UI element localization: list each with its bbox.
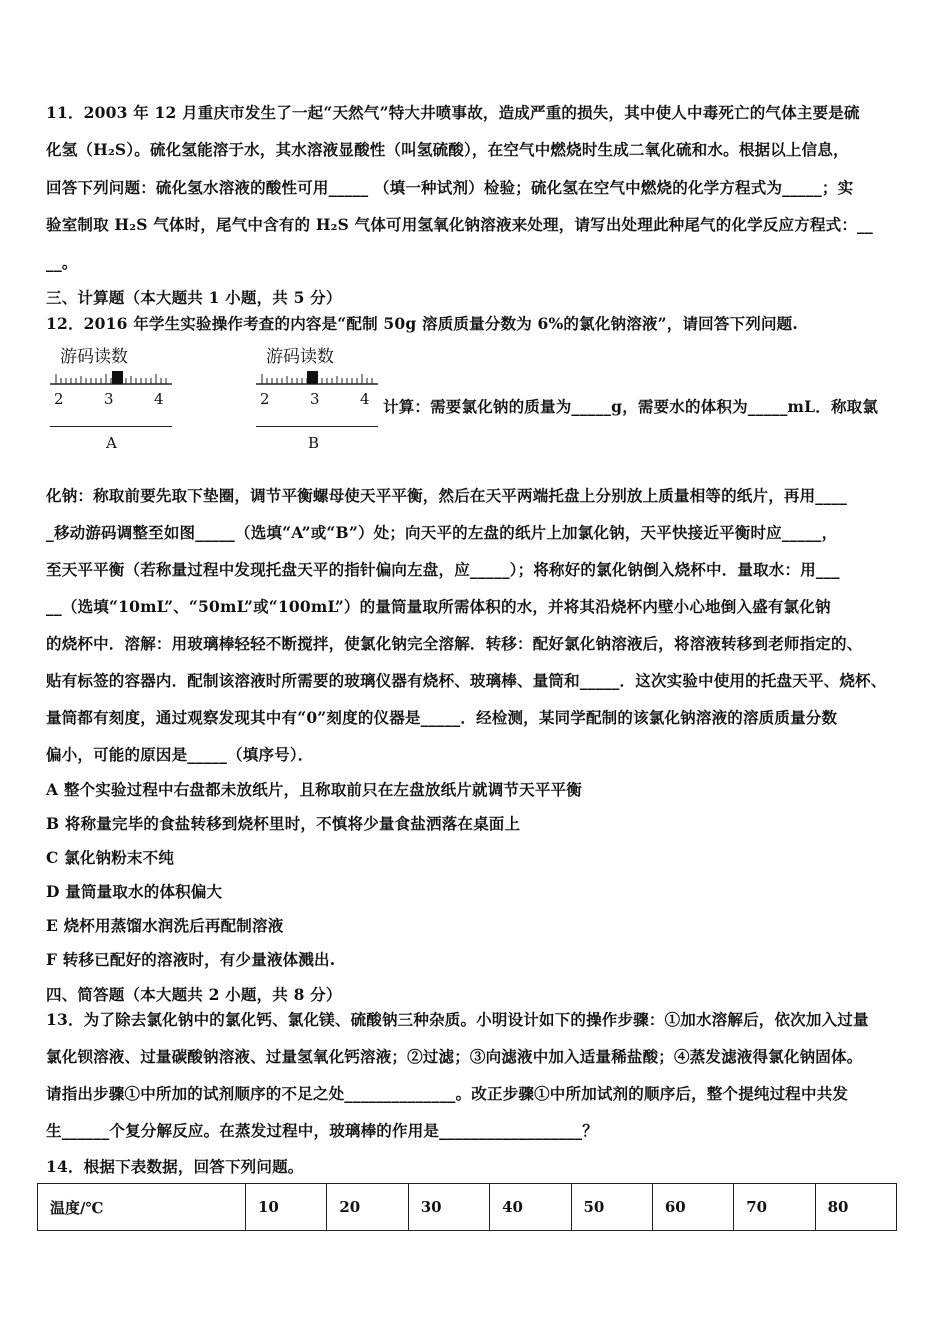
- q12-line-6: __（选填“10mL”、“50mL”或“100mL”）的量筒量取所需体积的水，并将其沿烧杯内壁小心地倒入盛有氯化钠: [46, 597, 831, 616]
- rider-a-marker: [112, 371, 123, 384]
- q12-option-f: F 转移已配好的溶液时，有少量液体溅出.: [46, 950, 336, 969]
- q12-line-7: 的烧杯中．溶解：用玻璃棒轻轻不断搅拌，使氯化钠完全溶解．转移：配好氯化钠溶液后，将溶液转移到老师指定的、: [46, 634, 863, 653]
- temperature-table: [37, 1183, 897, 1231]
- table-cell: 30: [408, 1184, 489, 1231]
- table-cell: 60: [652, 1184, 733, 1231]
- q13-line-4: 生______个复分解反应。在蒸发过程中，玻璃棒的作用是__________________？: [46, 1121, 598, 1140]
- table-cell: 80: [815, 1184, 896, 1231]
- ruler-b-tick-3: 3: [310, 390, 320, 408]
- section-4-heading: 四、简答题（本大题共 2 小题，共 8 分）: [46, 985, 342, 1004]
- q12-line-4: _移动游码调整至如图_____（选填“A”或“B”）处；向天平的左盘的纸片上加氯化钠，天平快接近平衡时应_____，: [46, 523, 838, 542]
- ruler-a-tick-2: 2: [54, 390, 64, 408]
- q11-line-2: 化氢（H₂S）。硫化氢能溶于水，其水溶液显酸性（叫氢硫酸），在空气中燃烧时生成二氧化硫和水。根据以上信息，: [46, 140, 849, 159]
- section-3-heading: 三、计算题（本大题共 1 小题，共 5 分）: [46, 288, 342, 307]
- figure-a-label: A: [106, 434, 117, 452]
- q12-line-2: 计算：需要氯化钠的质量为_____g，需要水的体积为_____mL．称取氯: [383, 397, 879, 416]
- q12-line-9: 量筒都有刻度，通过观察发现其中有“0”刻度的仪器是_____．经检测，某同学配制的该氯化钠溶液的溶质质量分数: [46, 708, 838, 727]
- q11-line-3: 回答下列问题：硫化氢水溶液的酸性可用_____ （填一种试剂）检验；硫化氢在空气中燃烧的化学方程式为_____；实: [46, 178, 854, 197]
- table-row: [38, 1184, 897, 1231]
- rider-scale-figure-b: [252, 340, 382, 455]
- ruler-a-baseline: [50, 426, 172, 427]
- q12-option-e: E 烧杯用蒸馏水润洗后再配制溶液: [46, 916, 284, 935]
- table-cell: 40: [490, 1184, 571, 1231]
- table-cell: 10: [246, 1184, 327, 1231]
- table-cell: 20: [327, 1184, 408, 1231]
- q14-line-1: 14．根据下表数据，回答下列问题。: [46, 1157, 304, 1176]
- ruler-a-tick-3: 3: [104, 390, 114, 408]
- figure-a-title: 游码读数: [60, 347, 128, 367]
- ruler-b-baseline: [256, 426, 378, 427]
- q12-line-3: 化钠：称取前要先取下垫圈，调节平衡螺母使天平平衡，然后在天平两端托盘上分别放上质量相等的纸片，再用____: [46, 486, 848, 505]
- q12-line-10: 偏小，可能的原因是_____（填序号）．: [46, 745, 314, 764]
- q12-option-a: A 整个实验过程中右盘都未放纸片，且称取前只在左盘放纸片就调节天平平衡: [46, 780, 582, 799]
- ruler-b-tick-4: 4: [360, 390, 370, 408]
- figure-b-label: B: [308, 434, 320, 452]
- figure-b-title: 游码读数: [266, 347, 334, 367]
- table-cell: 50: [571, 1184, 652, 1231]
- table-row-label: 温度/℃: [38, 1184, 246, 1231]
- q12-option-d: D 量筒量取水的体积偏大: [46, 882, 223, 901]
- q11-line-5: __。: [46, 253, 78, 272]
- q13-line-3: 请指出步骤①中所加的试剂顺序的不足之处______________。改正步骤①中所加试剂的顺序后，整个提纯过程中共发: [46, 1084, 849, 1103]
- q12-line-8: 贴有标签的容器内．配制该溶液时所需要的玻璃仪器有烧杯、玻璃棒、量筒和_____．这次实验中使用的托盘天平、烧杯、: [46, 671, 887, 690]
- ruler-b-tick-2: 2: [260, 390, 270, 408]
- rider-b-marker: [307, 371, 318, 384]
- q12-line-5: 至天平平衡（若称量过程中发现托盘天平的指针偏向左盘，应_____）；将称好的氯化钠倒入烧杯中．量取水：用___: [46, 560, 840, 579]
- q12-option-c: C 氯化钠粉末不纯: [46, 848, 175, 867]
- q11-line-1: 11．2003 年 12 月重庆市发生了一起“天然气”特大井喷事故，造成严重的损失，其中使人中毒死亡的气体主要是硫: [46, 103, 860, 122]
- q13-line-1: 13．为了除去氯化钠中的氯化钙、氯化镁、硫酸钠三种杂质。小明设计如下的操作步骤：①加水溶解后，依次加入过量: [46, 1010, 869, 1029]
- q12-option-b: B 将称量完毕的食盐转移到烧杯里时，不慎将少量食盐洒落在桌面上: [46, 814, 521, 833]
- q11-line-4: 验室制取 H₂S 气体时，尾气中含有的 H₂S 气体可用氢氧化钠溶液来处理，请写出处理此种尾气的化学反应方程式：__: [46, 215, 873, 234]
- table-cell: 70: [734, 1184, 815, 1231]
- q12-line-1: 12．2016 年学生实验操作考查的内容是“配制 50g 溶质质量分数为 6%的氯化钠溶液”，请回答下列问题.: [46, 314, 798, 333]
- q13-line-2: 氯化钡溶液、过量碳酸钠溶液、过量氢氧化钙溶液；②过滤；③向滤液中加入适量稀盐酸；④蒸发滤液得氯化钠固体。: [46, 1047, 863, 1066]
- rider-scale-figure-a: [46, 340, 176, 455]
- ruler-a-tick-4: 4: [154, 390, 164, 408]
